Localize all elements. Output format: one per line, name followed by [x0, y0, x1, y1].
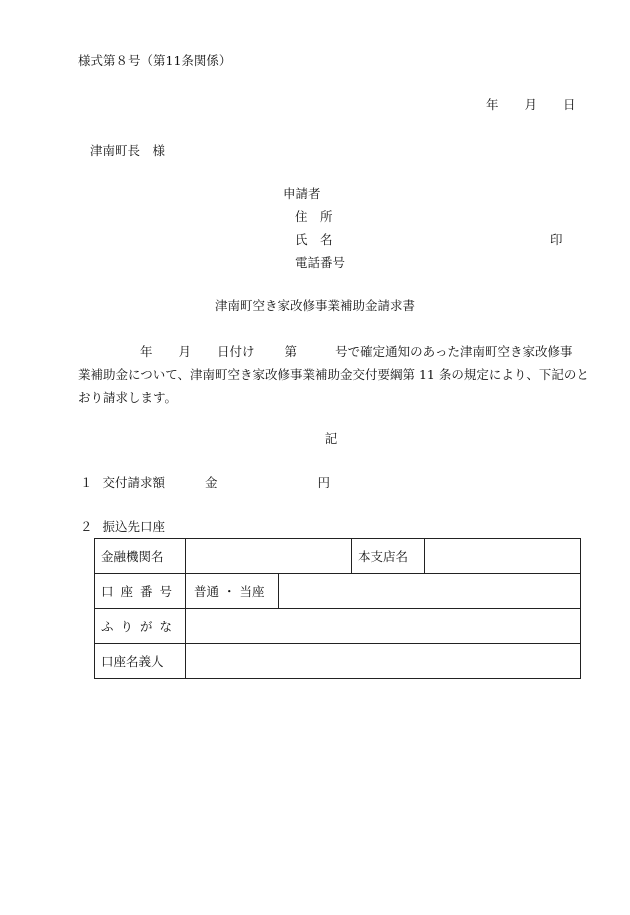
account-number-field[interactable]: [279, 574, 580, 608]
bank-field[interactable]: [186, 539, 352, 574]
account-number-label: 口座番号: [95, 574, 186, 609]
item1-label: 交付請求額: [102, 475, 166, 490]
applicant-name-label: 氏 名: [295, 232, 333, 247]
holder-label: 口座名義人: [95, 644, 186, 679]
addressee: 津南町長 様: [90, 143, 166, 158]
applicant-address-label: 住 所: [295, 209, 333, 224]
date-month: 月: [524, 97, 538, 112]
date-line: [486, 97, 576, 113]
applicant-phone-label: 電話番号: [295, 255, 346, 270]
request-body: [78, 340, 608, 409]
account-type[interactable]: 普通 ・ 当座: [186, 574, 279, 608]
item2-number: ２: [80, 519, 93, 534]
ki-heading: 記: [324, 431, 338, 446]
item2-label: 振込先口座: [102, 519, 166, 534]
account-row-number: [95, 574, 581, 609]
item-request-amount: [80, 475, 330, 491]
applicant-title: 申請者: [283, 186, 321, 201]
document-title: 津南町空き家改修事業補助金請求書: [214, 298, 415, 313]
furigana-label: ふりがな: [95, 609, 186, 644]
account-row-furigana: [95, 609, 581, 644]
item1-yen: 円: [317, 475, 331, 490]
body-line-2: 業補助金について、津南町空き家改修事業補助金交付要綱第 11 条の規定により、下記のと: [78, 367, 589, 382]
holder-field[interactable]: [186, 644, 581, 679]
branch-label: 本支店名: [352, 539, 425, 574]
item1-number: １: [80, 475, 93, 490]
account-table: [94, 538, 581, 679]
account-row-bank: [95, 539, 581, 574]
bank-label: 金融機関名: [95, 539, 186, 574]
body-line-3: おり請求します。: [78, 390, 178, 405]
seal-mark: 印: [550, 232, 563, 247]
account-row-holder: [95, 644, 581, 679]
furigana-field[interactable]: [186, 609, 581, 644]
date-day: 日: [563, 97, 576, 112]
form-number: 様式第８号（第11条関係）: [78, 53, 232, 68]
branch-field[interactable]: [425, 539, 581, 574]
date-year: 年: [486, 97, 499, 112]
item-transfer-account: [80, 519, 165, 535]
account-number-cell: [186, 574, 581, 609]
item1-kin: 金: [205, 475, 218, 490]
body-line-1: 年 月 日付け 第 号で確定通知のあった津南町空き家改修事: [140, 344, 573, 359]
